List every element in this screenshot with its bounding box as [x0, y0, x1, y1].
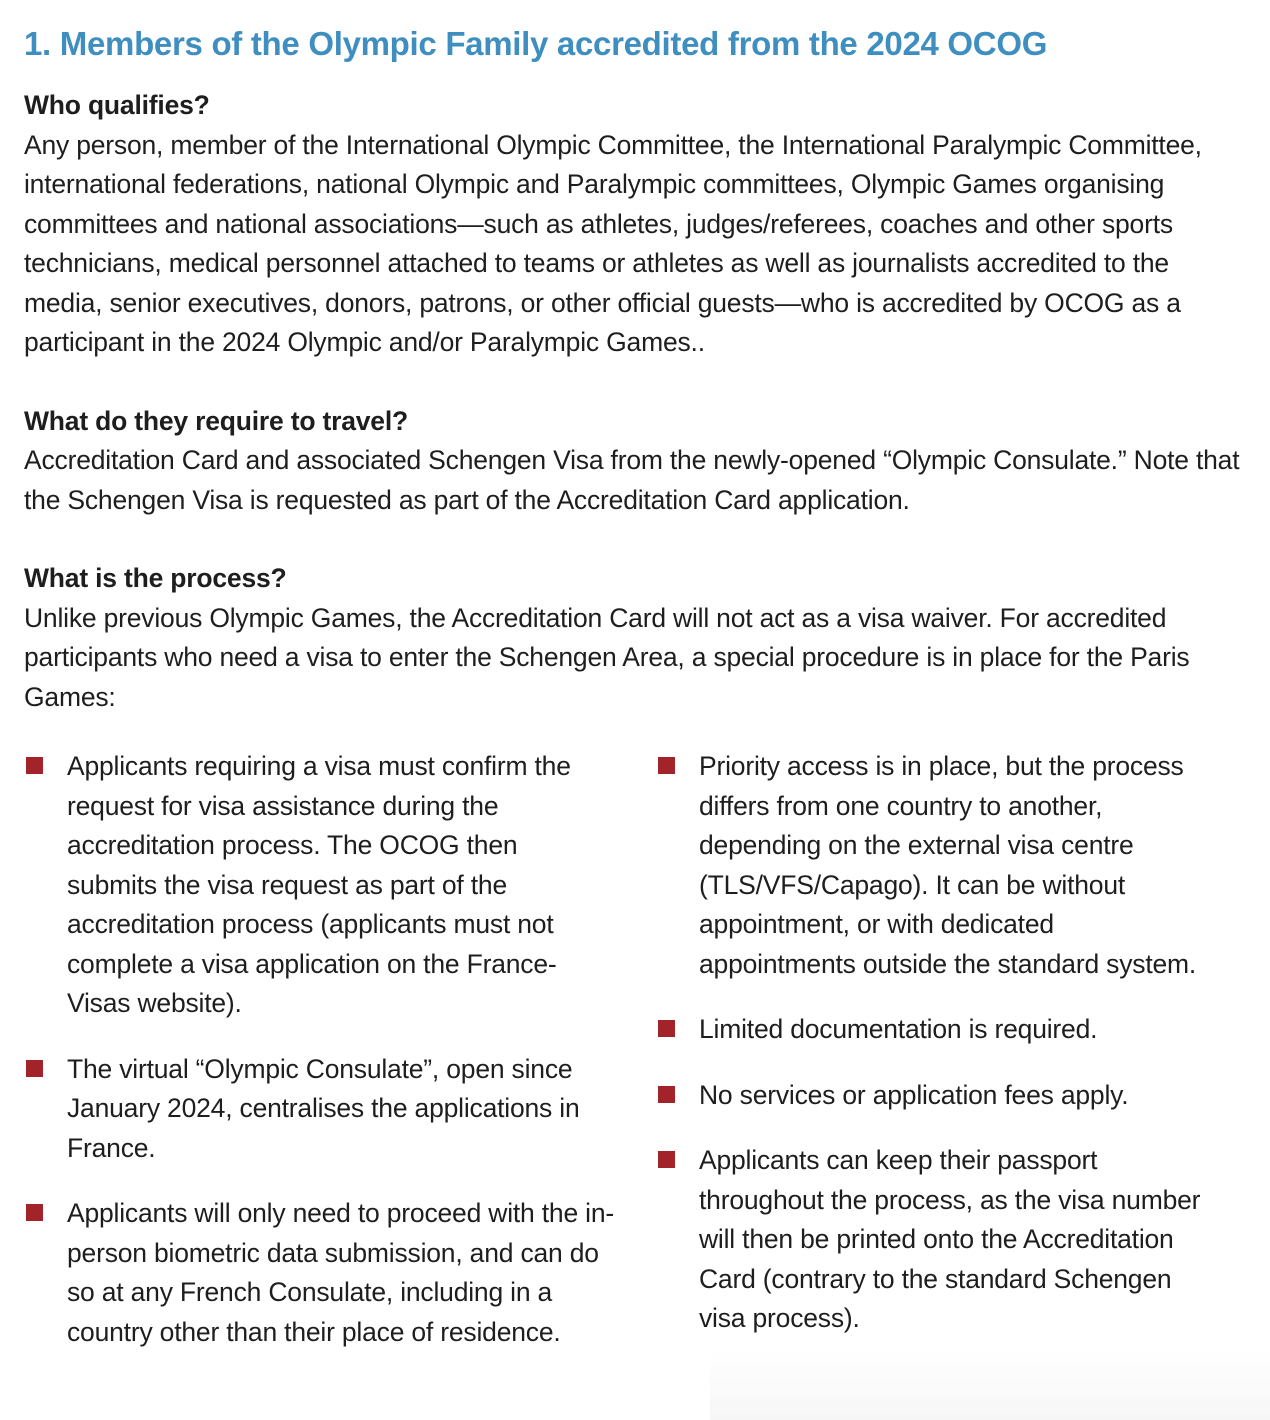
list-item-text: The virtual “Olympic Consulate”, open since January 2024, centralises the applications in France. — [67, 1053, 580, 1163]
bullet-square-icon — [658, 1020, 675, 1037]
section-title: 1. Members of the Olympic Family accredited from the 2024 OCOG — [24, 25, 1048, 62]
qa-travel-requirements — [24, 402, 1246, 521]
list-item-text: Applicants will only need to proceed with the in-person biometric data submission, and can do so at any French Consulate, including in a country other than their place of residence. — [67, 1198, 615, 1347]
list-item — [24, 1194, 614, 1352]
list-item — [656, 1141, 1216, 1339]
list-item — [24, 1050, 614, 1169]
list-item-text: Applicants can keep their passport throughout the process, as the visa number will then be printed onto the Accreditation Card (contrary to the standard Schengen visa process). — [699, 1145, 1201, 1333]
list-item-text: Applicants requiring a visa must confirm the request for visa assistance during the accreditation process. The OCOG then submits the visa request as part of the accreditation process (applicants must not complete a visa application on the France-Visas website). — [67, 751, 571, 1018]
qa-who-qualifies — [24, 86, 1246, 363]
bullet-square-icon — [26, 757, 43, 774]
list-item-text: Limited documentation is required. — [699, 1014, 1098, 1044]
document-page — [24, 22, 1246, 1347]
question-heading: What do they require to travel? — [24, 405, 408, 436]
bullet-square-icon — [26, 1060, 43, 1077]
answer-paragraph: Any person, member of the International Olympic Committee, the International Paralympic Committee, international federations, national Olympic and Paralympic committees, Olympic Games organising committees and national associations—such as athletes, judges/referees, coaches and other sports technicians, medical personnel attached to teams or athletes as well as journalists accredited to the media, senior executives, donors, patrons, or other official guests—who is accredited by OCOG as a participant in the 2024 Olympic and/or Paralympic Games.. — [24, 129, 1202, 357]
bullet-list-left — [24, 747, 614, 1378]
list-item-text: No services or application fees apply. — [699, 1079, 1129, 1110]
list-item — [656, 747, 1216, 984]
bullet-square-icon — [658, 1151, 675, 1168]
list-item — [656, 1010, 1216, 1050]
question-heading: What is the process? — [24, 563, 287, 593]
bullet-square-icon — [26, 1204, 43, 1221]
bullet-square-icon — [658, 757, 675, 774]
answer-paragraph: Accreditation Card and associated Schengen Visa from the newly-opened “Olympic Consulate.” Note that the Schengen Visa is requested as part of the Accreditation Card application. — [24, 445, 1240, 515]
answer-paragraph: Unlike previous Olympic Games, the Accreditation Card will not act as a visa waiver. For accredited participants who need a visa to enter the Schengen Area, a special procedure is in place for the Paris Games: — [24, 602, 1190, 712]
question-heading: Who qualifies? — [24, 90, 210, 120]
bullet-square-icon — [658, 1086, 675, 1103]
list-item — [24, 747, 614, 1024]
bullet-list-right — [656, 747, 1216, 1365]
list-item — [656, 1076, 1216, 1116]
bullet-columns — [24, 747, 1246, 1417]
qa-process — [24, 559, 1246, 717]
list-item-text: Priority access is in place, but the process differs from one country to another, depending on the external visa centre (TLS/VFS/Capago). It can be without appointment, or with dedicated appointments outside the standard system. — [699, 751, 1197, 979]
